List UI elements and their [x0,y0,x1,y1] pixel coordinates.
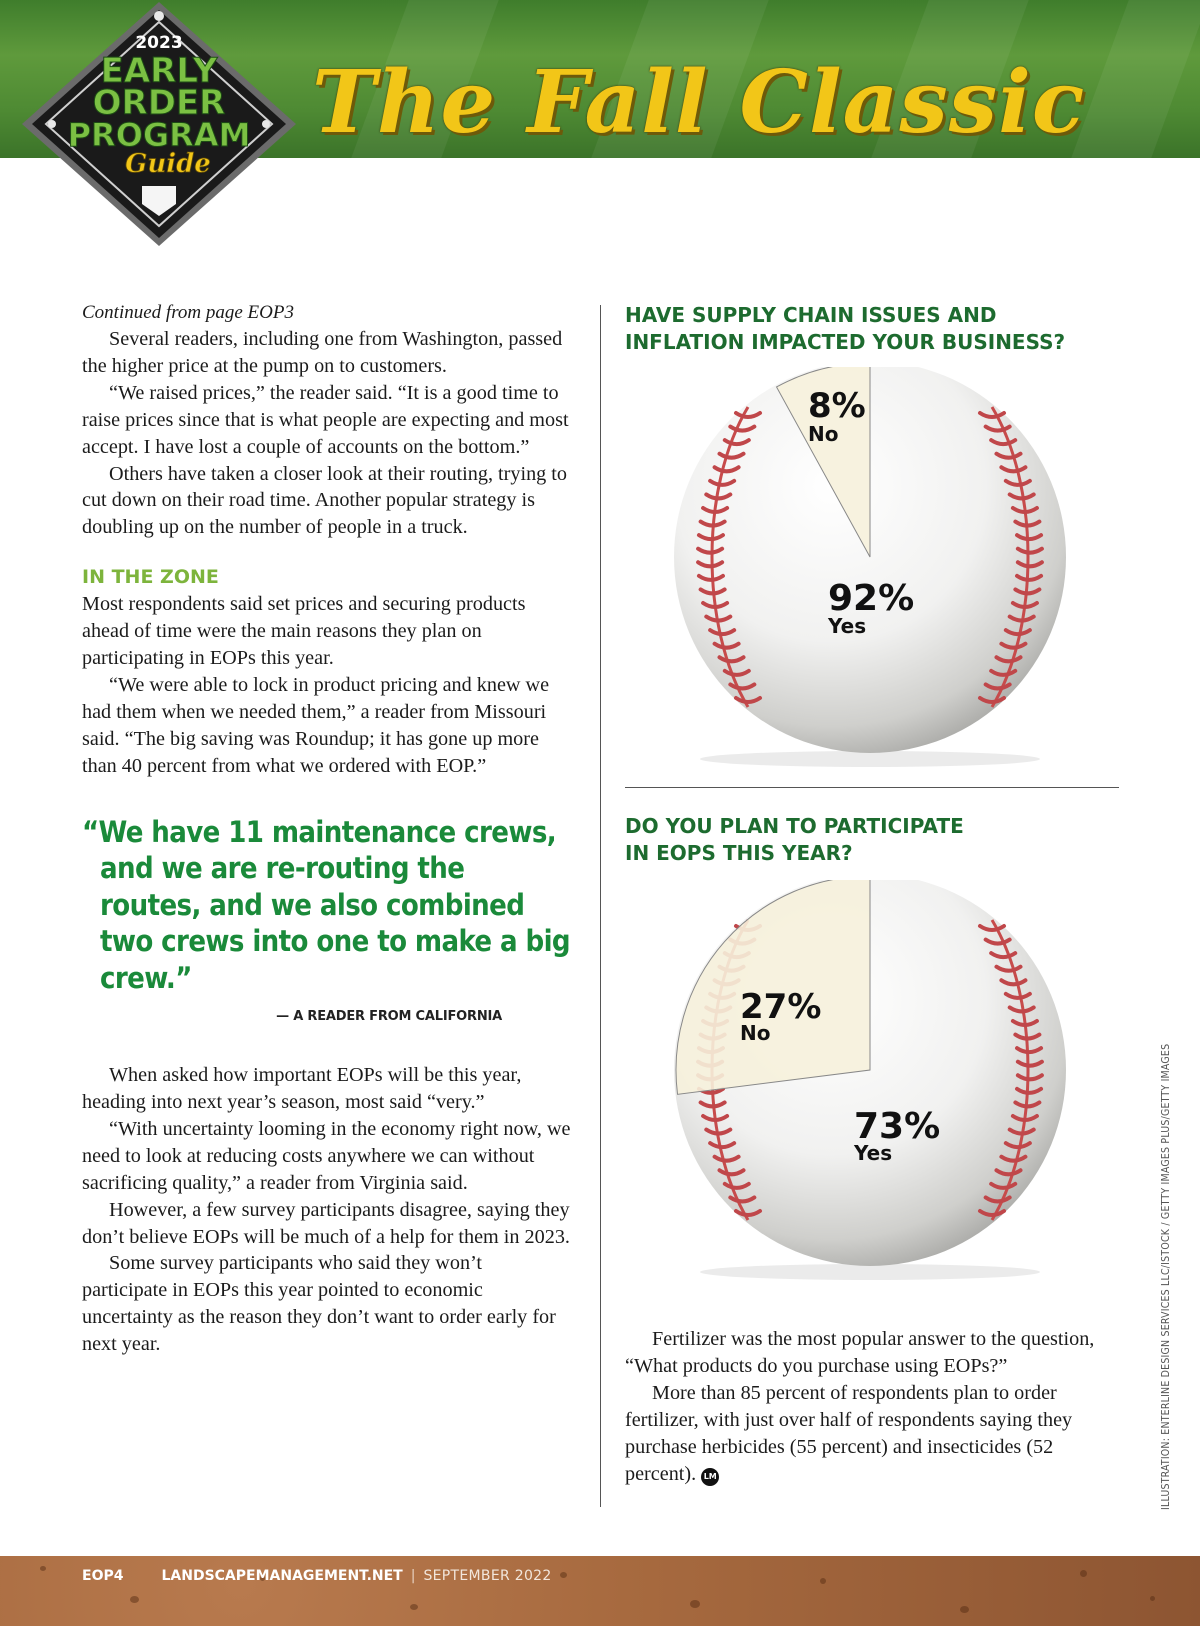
body-paragraph: Several readers, including one from Washington, passed the higher price at the pump on to customers. [82,328,563,377]
slice-yes-pct: 73% [854,1106,941,1147]
issue-date: SEPTEMBER 2022 [423,1568,552,1584]
body-paragraph: “We were able to lock in product pricing and knew we had them when we needed them,” a reader from Missouri said. “The big saving was Roundup; it has gone up more than 40 percent from what we ordered with EOP.” [82,673,550,777]
page-number: EOP4 [82,1568,124,1584]
body-paragraph: Most respondents said set prices and securing products ahead of time were the main reasons they plan on participating in EOPs this year. [82,593,526,670]
slice-no-pct: 8% [808,386,866,426]
pull-quote-attribution: — A READER FROM CALIFORNIA [276,1009,502,1025]
body-paragraph: When asked how important EOPs will be this year, heading into next year’s season, most said “very.” [82,1064,522,1113]
slice-no-pct: 27% [740,987,822,1027]
body-paragraph: More than 85 percent of respondents plan to order fertilizer, with just over half of respondents saying they purchase herbicides (55 percent) and insecticides (52 percent). LM [625,1381,1073,1485]
page-title: The Fall Classic [312,52,1086,153]
slice-yes-pct: 92% [828,578,915,619]
logo-program: PROGRAM [67,116,251,154]
body-paragraph: However, a few survey participants disagree, saying they don’t believe EOPs will be much of a help for them in 2023. [82,1198,570,1248]
logo-order: ORDER [92,83,226,123]
slice-yes-label: Yes [828,614,867,638]
body-paragraph: Others have taken a closer look at their routing, trying to cut down on their road time. Another popular strategy is doubling up on the number of people in a truck. [82,462,568,539]
eop-guide-logo [18,0,300,250]
logo-guide: Guide [125,149,211,179]
body-paragraph: Some survey participants who said they won’t participate in EOPs this year pointed to economic uncertainty as the reason they don’t want to order early for next year. [82,1252,556,1356]
body-paragraph: “We raised prices,” the reader said. “It is a good time to raise prices since that is what people are expecting and most accept. I have lost a couple of accounts on the bottom.” [82,381,569,458]
body-paragraph: “With uncertainty looming in the economy right now, we need to look at reducing costs anywhere we can without sacrificing quality,” a reader from Virginia said. [82,1117,571,1194]
column-divider [600,305,601,1507]
body-paragraph: Fertilizer was the most popular answer to the question, “What products do you purchase using EOPs?” [625,1328,1095,1377]
slice-no-label: No [740,1021,771,1045]
slice-no-label: No [808,422,839,446]
continued-note: Continued from page EOP3 [82,302,294,323]
logo-early: EARLY [100,51,218,91]
left-column [82,300,572,1358]
pull-quote: “We have 11 maintenance crews, and we are re-routing the routes, and we also combined two crews into one to make a big crew.” [82,814,570,995]
end-mark-icon: LM [701,1468,719,1486]
logo-year: 2023 [135,33,183,53]
footer-text: EOP4 LANDSCAPEMANAGEMENT.NET | SEPTEMBER 2022 [82,1568,552,1584]
right-column-text [625,1326,1095,1487]
illustration-credit: ILLUSTRATION: ENTERLINE DESIGN SERVICES LLC/ISTOCK / GETTY IMAGES PLUS/GETTY IMAGES [1160,1043,1172,1510]
site-link[interactable]: LANDSCAPEMANAGEMENT.NET [161,1568,403,1584]
chart2-question: DO YOU PLAN TO PARTICIPATE IN EOPS THIS YEAR? [625,814,964,865]
subheading: IN THE ZONE [82,566,219,589]
chart-divider [625,787,1119,788]
baseball-pie-chart-1 [660,367,1080,767]
footer-dirt-banner [0,1556,1200,1626]
baseball-pie-chart-2 [660,880,1080,1280]
slice-yes-label: Yes [854,1141,893,1165]
chart1-question: HAVE SUPPLY CHAIN ISSUES AND INFLATION IMPACTED YOUR BUSINESS? [625,303,1066,354]
